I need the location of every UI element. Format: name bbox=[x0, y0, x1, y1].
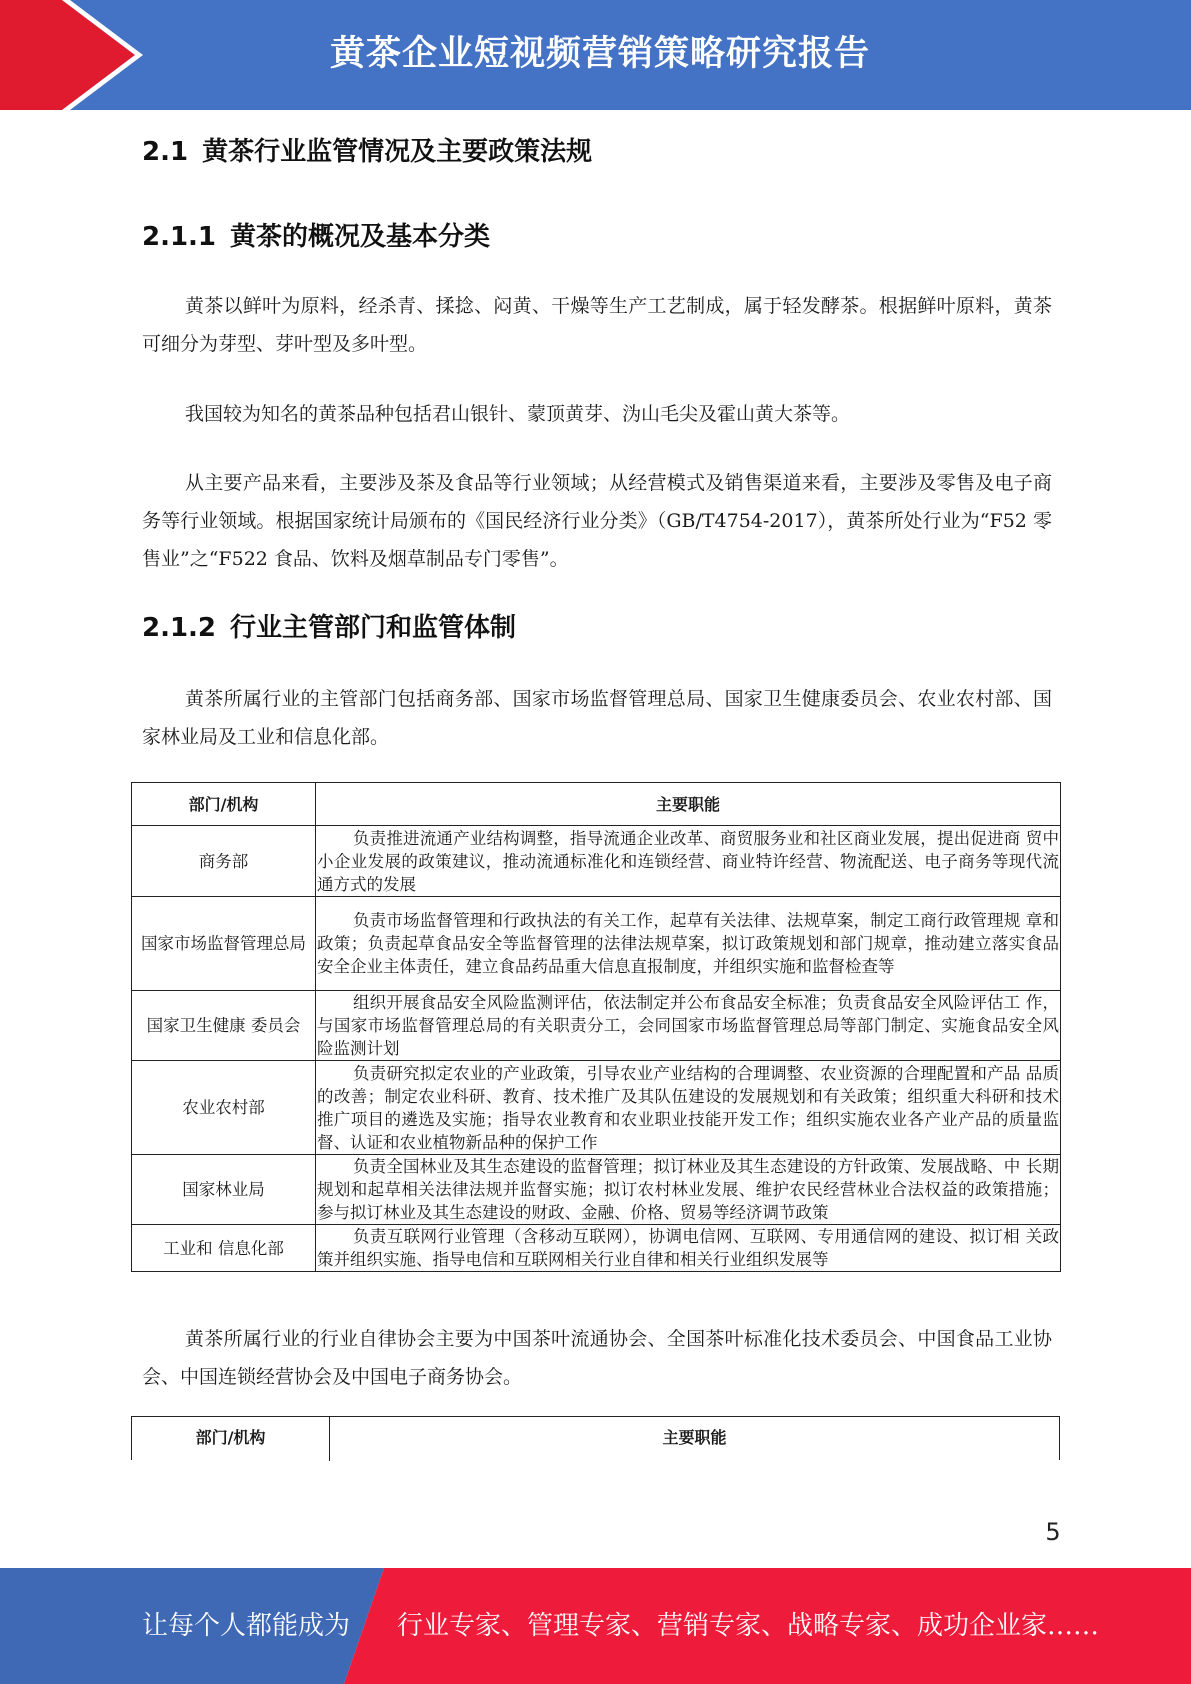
column-header-duty: 主要职能 bbox=[662, 1428, 727, 1447]
duty-cell: 负责推进流通产业结构调整，指导流通企业改革、商贸服务业和社区商业发展，提出促进商 贸中小企业发展的政策建议，推动流通标准化和连锁经营、商业特许经营、物流配送、电子商务等现代流通方式的发展 bbox=[316, 826, 1061, 897]
header-banner bbox=[0, 0, 1191, 110]
column-header-org: 部门/机构 bbox=[132, 783, 316, 826]
org-cell: 国家卫生健康 委员会 bbox=[132, 991, 316, 1061]
footer-slogan-left: 让每个人都能成为 bbox=[142, 1611, 351, 1641]
org-cell: 商务部 bbox=[132, 826, 316, 897]
paragraph-authorities: 黄茶所属行业的主管部门包括商务部、国家市场监督管理总局、国家卫生健康委员会、农业农村部、国家林业局及工业和信息化部。 bbox=[142, 688, 1052, 748]
column-header-org: 部门/机构 bbox=[132, 1417, 330, 1461]
section-title: 行业主管部门和监管体制 bbox=[230, 613, 517, 643]
org-cell: 工业和 信息化部 bbox=[132, 1225, 316, 1272]
table-row bbox=[132, 826, 1061, 897]
duty-cell: 负责互联网行业管理（含移动互联网），协调电信网、互联网、专用通信网的建设、拟订相 关政策并组织实施、指导电信和互联网相关行业自律和相关行业组织发展等 bbox=[316, 1225, 1061, 1272]
table-row bbox=[132, 897, 1061, 991]
org-cell: 农业农村部 bbox=[132, 1061, 316, 1155]
section-number: 2.1.2 bbox=[142, 613, 217, 643]
footer-slogan-right: 行业专家、管理专家、营销专家、战略专家、成功企业家…… bbox=[397, 1611, 1100, 1641]
section-heading-2-1-2 bbox=[142, 607, 516, 644]
table-row bbox=[132, 1155, 1061, 1225]
org-cell: 国家市场监督管理总局 bbox=[132, 897, 316, 991]
section-number: 2.1 bbox=[142, 137, 189, 167]
regulator-table bbox=[131, 782, 1061, 1272]
section-heading-2-1 bbox=[142, 131, 592, 168]
section-title: 黄茶行业监管情况及主要政策法规 bbox=[202, 137, 593, 167]
section-heading-2-1-1 bbox=[142, 216, 490, 253]
page-number: 5 bbox=[1045, 1518, 1061, 1546]
duty-cell: 组织开展食品安全风险监测评估，依法制定并公布食品安全标准；负责食品安全风险评估工 作，与国家市场监督管理总局的有关职责分工，会同国家市场监督管理总局等部门制定、实施食品安全风险监测计划 bbox=[316, 991, 1061, 1061]
column-header-duty: 主要职能 bbox=[316, 783, 1061, 826]
duty-cell: 负责研究拟定农业的产业政策，引导农业产业结构的合理调整、农业资源的合理配置和产品 品质的改善；制定农业科研、教育、技术推广及其队伍建设的发展规划和有关政策；组织重大科研和技术推广项目的遴选及实施；指导农业教育和农业职业技能开发工作；组织实施农业各产业产品的质量监督、认证和农业植物新品种的保护工作 bbox=[316, 1061, 1061, 1155]
table-row bbox=[132, 991, 1061, 1061]
section-number: 2.1.1 bbox=[142, 222, 217, 252]
association-table bbox=[131, 1416, 1060, 1460]
paragraph-associations: 黄茶所属行业的行业自律协会主要为中国茶叶流通协会、全国茶叶标准化技术委员会、中国食品工业协会、中国连锁经营协会及中国电子商务协会。 bbox=[142, 1328, 1052, 1388]
paragraph-industry-class: 从主要产品来看，主要涉及茶及食品等行业领域；从经营模式及销售渠道来看，主要涉及零售及电子商务等行业领域。根据国家统计局颁布的《国民经济行业分类》（GB/T4754-2017），黄茶所处行业为“F52 零售业”之“F522 食品、饮料及烟草制品专门零售”。 bbox=[142, 472, 1052, 570]
table-row bbox=[132, 1225, 1061, 1272]
duty-cell: 负责全国林业及其生态建设的监督管理；拟订林业及其生态建设的方针政策、发展战略、中 长期规划和起草相关法律法规并监督实施；拟订农村林业发展、维护农民经营林业合法权益的政策措施；参与拟订林业及其生态建设的财政、金融、价格、贸易等经济调节政策 bbox=[316, 1155, 1061, 1225]
report-title: 黄茶企业短视频营销策略研究报告 bbox=[329, 34, 870, 74]
table-header-row bbox=[132, 783, 1061, 826]
table-row bbox=[132, 1061, 1061, 1155]
duty-cell: 负责市场监督管理和行政执法的有关工作，起草有关法律、法规草案，制定工商行政管理规 章和政策；负责起草食品安全等监督管理的法律法规草案，拟订政策规划和部门规章，推动建立落实食品安全企业主体责任，建立食品药品重大信息直报制度，并组织实施和监督检查等 bbox=[316, 897, 1061, 991]
paragraph-overview: 黄茶以鲜叶为原料，经杀青、揉捻、闷黄、干燥等生产工艺制成，属于轻发酵茶。根据鲜叶原料，黄茶可细分为芽型、芽叶型及多叶型。 bbox=[142, 295, 1052, 355]
footer-banner bbox=[0, 1568, 1191, 1684]
section-title: 黄茶的概况及基本分类 bbox=[230, 222, 491, 252]
org-cell: 国家林业局 bbox=[132, 1155, 316, 1225]
paragraph-varieties: 我国较为知名的黄茶品种包括君山银针、蒙顶黄芽、沩山毛尖及霍山黄大茶等。 bbox=[185, 403, 851, 425]
